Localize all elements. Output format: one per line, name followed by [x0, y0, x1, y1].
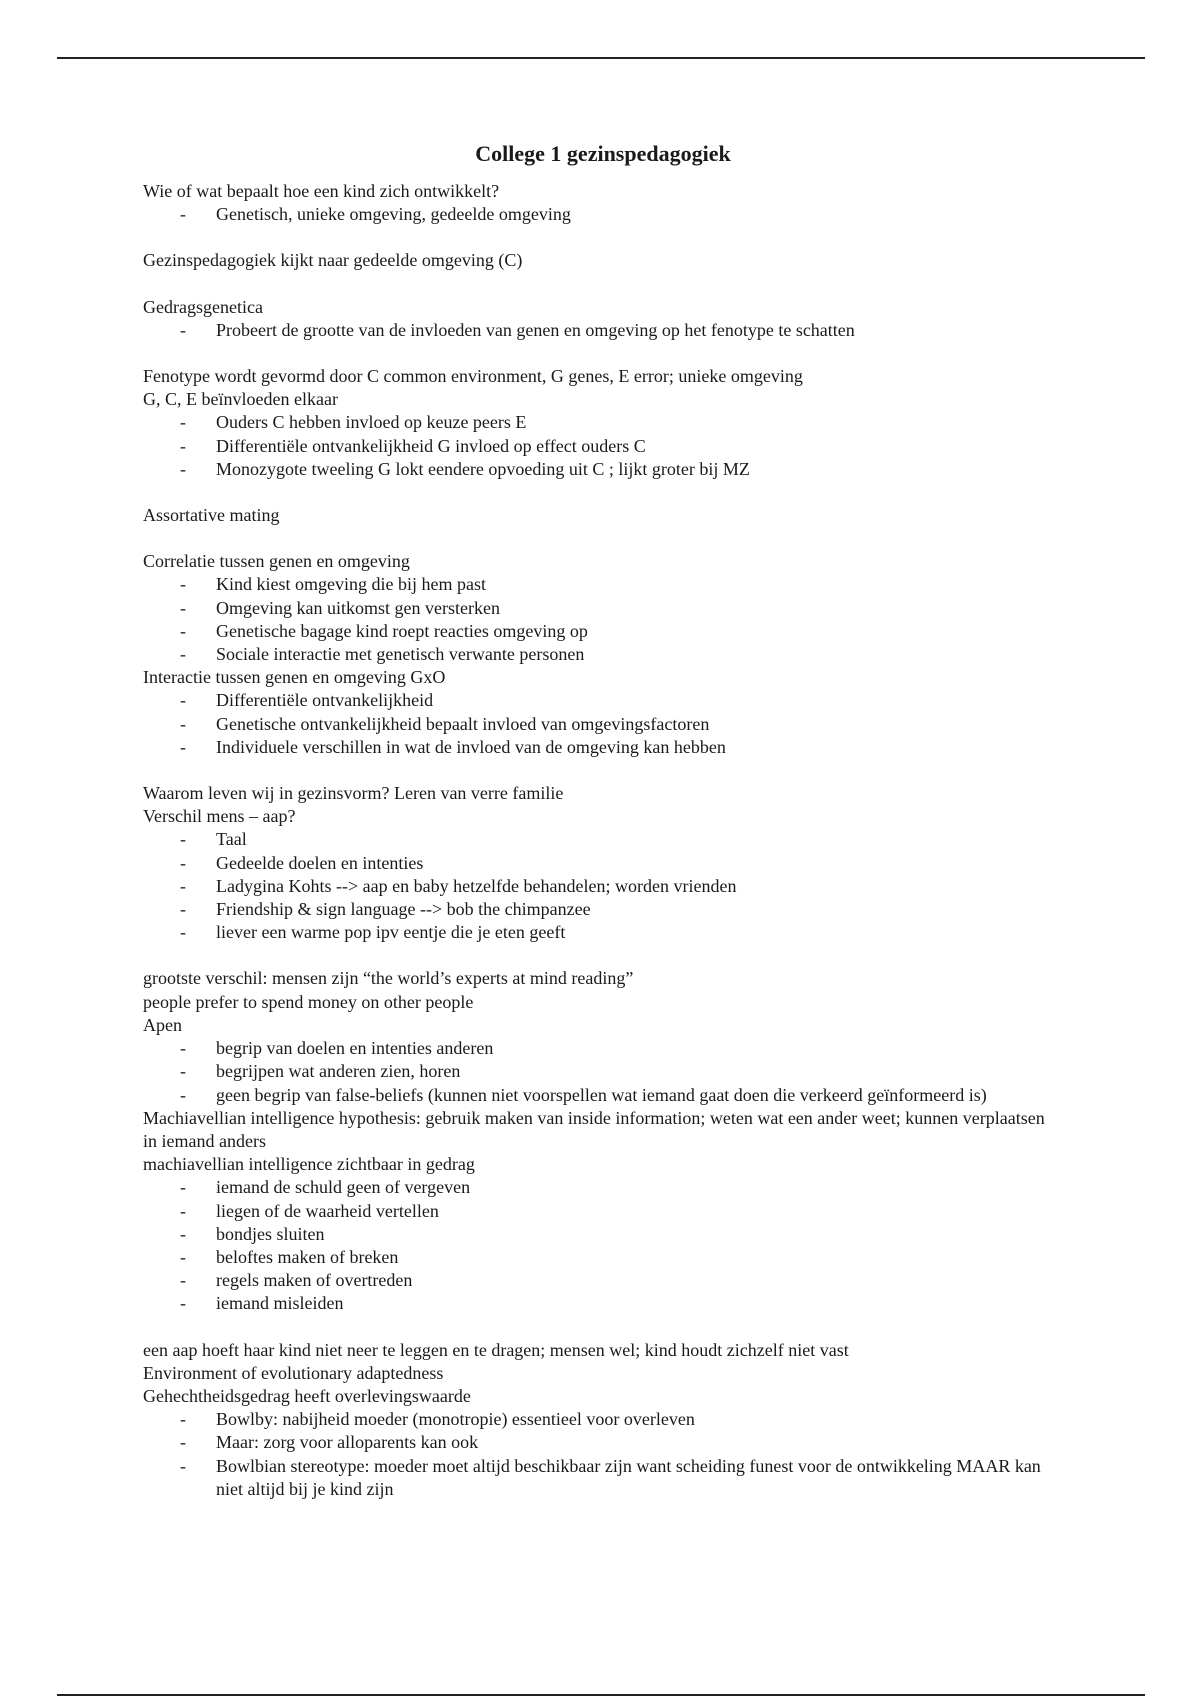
- list-item-text: Bowlby: nabijheid moeder (monotropie) essentieel voor overleven: [216, 1409, 695, 1430]
- paragraph: grootste verschil: mensen zijn “the world’s experts at mind reading”: [143, 968, 634, 989]
- document-body: [143, 180, 1063, 1501]
- list-item-text: Monozygote tweeling G lokt eendere opvoeding uit C ; lijkt groter bij MZ: [216, 458, 750, 479]
- list-item: [143, 1223, 1063, 1246]
- list-item: [143, 643, 1063, 666]
- dash-bullet-icon: -: [180, 1061, 186, 1082]
- list-item: [143, 458, 1063, 481]
- paragraph: people prefer to spend money on other people: [143, 991, 474, 1012]
- dash-list: [143, 828, 1063, 944]
- paragraph: machiavellian intelligence zichtbaar in gedrag: [143, 1154, 475, 1175]
- dash-bullet-icon: -: [180, 1177, 186, 1198]
- paragraph: Waarom leven wij in gezinsvorm? Leren van verre familie: [143, 783, 564, 804]
- paragraph-spacer: [143, 481, 1063, 504]
- paragraph: Gezinspedagogiek kijkt naar gedeelde omgeving (C): [143, 250, 523, 271]
- paragraph: Correlatie tussen genen en omgeving: [143, 551, 410, 572]
- list-item: [143, 435, 1063, 458]
- list-item-text: Taal: [216, 829, 247, 850]
- dash-bullet-icon: -: [180, 319, 186, 340]
- dash-list: [143, 203, 1063, 226]
- paragraph: Verschil mens – aap?: [143, 806, 296, 827]
- dash-bullet-icon: -: [180, 713, 186, 734]
- paragraph-spacer: [143, 226, 1063, 249]
- list-item-text: regels maken of overtreden: [216, 1270, 413, 1291]
- list-item-text: liever een warme pop ipv eentje die je eten geeft: [216, 922, 566, 943]
- dash-bullet-icon: -: [180, 620, 186, 641]
- paragraph-spacer: [143, 342, 1063, 365]
- list-item-text: Gedeelde doelen en intenties: [216, 852, 424, 873]
- list-item: [143, 1431, 1063, 1454]
- list-item: [143, 319, 1063, 342]
- list-item: [143, 597, 1063, 620]
- list-item-text: Genetisch, unieke omgeving, gedeelde omgeving: [216, 204, 571, 225]
- dash-bullet-icon: -: [180, 736, 186, 757]
- dash-bullet-icon: -: [180, 1200, 186, 1221]
- paragraph: een aap hoeft haar kind niet neer te leggen en te dragen; mensen wel; kind houdt zichzelf niet vast: [143, 1339, 849, 1360]
- list-item-text: Bowlbian stereotype: moeder moet altijd beschikbaar zijn want scheiding funest voor de ontwikkeling MAAR kan niet altijd bij je kind zijn: [216, 1455, 1041, 1499]
- dash-bullet-icon: -: [180, 435, 186, 456]
- dash-bullet-icon: -: [180, 829, 186, 850]
- list-item-text: beloftes maken of breken: [216, 1246, 399, 1267]
- dash-bullet-icon: -: [180, 1270, 186, 1291]
- paragraph-spacer: [143, 527, 1063, 550]
- list-item-text: iemand de schuld geen of vergeven: [216, 1177, 471, 1198]
- paragraph-spacer: [143, 944, 1063, 967]
- paragraph-spacer: [143, 1316, 1063, 1339]
- dash-list: [143, 689, 1063, 759]
- dash-bullet-icon: -: [180, 204, 186, 225]
- list-item-text: liegen of de waarheid vertellen: [216, 1200, 439, 1221]
- list-item-text: Individuele verschillen in wat de invloed van de omgeving kan hebben: [216, 736, 726, 757]
- list-item-text: Differentiële ontvankelijkheid: [216, 690, 434, 711]
- list-item: [143, 875, 1063, 898]
- list-item-text: Omgeving kan uitkomst gen versterken: [216, 597, 500, 618]
- dash-bullet-icon: -: [180, 644, 186, 665]
- dash-list: [143, 1408, 1063, 1501]
- list-item-text: Genetische bagage kind roept reacties omgeving op: [216, 620, 588, 641]
- footer-rule: [57, 1694, 1145, 1696]
- list-item: [143, 1200, 1063, 1223]
- list-item: [143, 1060, 1063, 1083]
- dash-bullet-icon: -: [180, 690, 186, 711]
- list-item-text: begrip van doelen en intenties anderen: [216, 1038, 494, 1059]
- list-item-text: Genetische ontvankelijkheid bepaalt invloed van omgevingsfactoren: [216, 713, 710, 734]
- paragraph-spacer: [143, 273, 1063, 296]
- paragraph: Assortative mating: [143, 505, 280, 526]
- list-item: [143, 921, 1063, 944]
- list-item-text: Maar: zorg voor alloparents kan ook: [216, 1432, 479, 1453]
- list-item-text: Ouders C hebben invloed op keuze peers E: [216, 412, 527, 433]
- dash-list: [143, 411, 1063, 481]
- document-page: [143, 140, 1063, 1501]
- dash-bullet-icon: -: [180, 1432, 186, 1453]
- dash-bullet-icon: -: [180, 458, 186, 479]
- dash-bullet-icon: -: [180, 1084, 186, 1105]
- paragraph: Wie of wat bepaalt hoe een kind zich ontwikkelt?: [143, 181, 500, 201]
- list-item: [143, 1408, 1063, 1431]
- paragraph: Apen: [143, 1014, 182, 1035]
- dash-bullet-icon: -: [180, 1293, 186, 1314]
- paragraph-spacer: [143, 759, 1063, 782]
- dash-bullet-icon: -: [180, 412, 186, 433]
- list-item: [143, 736, 1063, 759]
- list-item: [143, 898, 1063, 921]
- dash-bullet-icon: -: [180, 1409, 186, 1430]
- list-item-text: Friendship & sign language --> bob the chimpanzee: [216, 899, 591, 920]
- list-item-text: Ladygina Kohts --> aap en baby hetzelfde behandelen; worden vrienden: [216, 875, 737, 896]
- header-rule: [57, 57, 1145, 59]
- dash-list: [143, 1037, 1063, 1107]
- list-item-text: begrijpen wat anderen zien, horen: [216, 1061, 461, 1082]
- list-item: [143, 828, 1063, 851]
- list-item: [143, 689, 1063, 712]
- list-item-text: Kind kiest omgeving die bij hem past: [216, 574, 486, 595]
- paragraph: G, C, E beïnvloeden elkaar: [143, 389, 338, 410]
- page-title: College 1 gezinspedagogiek: [475, 141, 731, 166]
- list-item: [143, 203, 1063, 226]
- dash-list: [143, 319, 1063, 342]
- list-item-text: Sociale interactie met genetisch verwante personen: [216, 644, 585, 665]
- list-item-text: Probeert de grootte van de invloeden van genen en omgeving op het fenotype te schatten: [216, 319, 855, 340]
- list-item: [143, 1455, 1063, 1501]
- list-item: [143, 1246, 1063, 1269]
- list-item-text: Differentiële ontvankelijkheid G invloed op effect ouders C: [216, 435, 646, 456]
- list-item: [143, 620, 1063, 643]
- list-item: [143, 1176, 1063, 1199]
- paragraph: Fenotype wordt gevormd door C common environment, G genes, E error; unieke omgeving: [143, 366, 803, 387]
- dash-bullet-icon: -: [180, 875, 186, 896]
- dash-bullet-icon: -: [180, 1038, 186, 1059]
- dash-bullet-icon: -: [180, 1246, 186, 1267]
- dash-bullet-icon: -: [180, 597, 186, 618]
- paragraph: Environment of evolutionary adaptedness: [143, 1362, 444, 1383]
- list-item-text: bondjes sluiten: [216, 1223, 325, 1244]
- list-item-text: iemand misleiden: [216, 1293, 344, 1314]
- dash-list: [143, 1176, 1063, 1315]
- list-item: [143, 1292, 1063, 1315]
- dash-bullet-icon: -: [180, 852, 186, 873]
- dash-bullet-icon: -: [180, 1455, 186, 1476]
- list-item: [143, 1269, 1063, 1292]
- dash-list: [143, 573, 1063, 666]
- paragraph: Gedragsgenetica: [143, 296, 263, 317]
- list-item: [143, 573, 1063, 596]
- dash-bullet-icon: -: [180, 1223, 186, 1244]
- dash-bullet-icon: -: [180, 922, 186, 943]
- paragraph: Gehechtheidsgedrag heeft overlevingswaarde: [143, 1385, 471, 1406]
- list-item: [143, 852, 1063, 875]
- list-item: [143, 713, 1063, 736]
- dash-bullet-icon: -: [180, 574, 186, 595]
- dash-bullet-icon: -: [180, 899, 186, 920]
- list-item: [143, 411, 1063, 434]
- list-item-text: geen begrip van false-beliefs (kunnen niet voorspellen wat iemand gaat doen die verkeerd geïnformeerd is): [216, 1084, 987, 1105]
- paragraph: Interactie tussen genen en omgeving GxO: [143, 667, 446, 688]
- list-item: [143, 1084, 1063, 1107]
- list-item: [143, 1037, 1063, 1060]
- paragraph: Machiavellian intelligence hypothesis: gebruik maken van inside information; weten wat een ander weet; kunnen verplaatsen in iemand anders: [143, 1107, 1045, 1151]
